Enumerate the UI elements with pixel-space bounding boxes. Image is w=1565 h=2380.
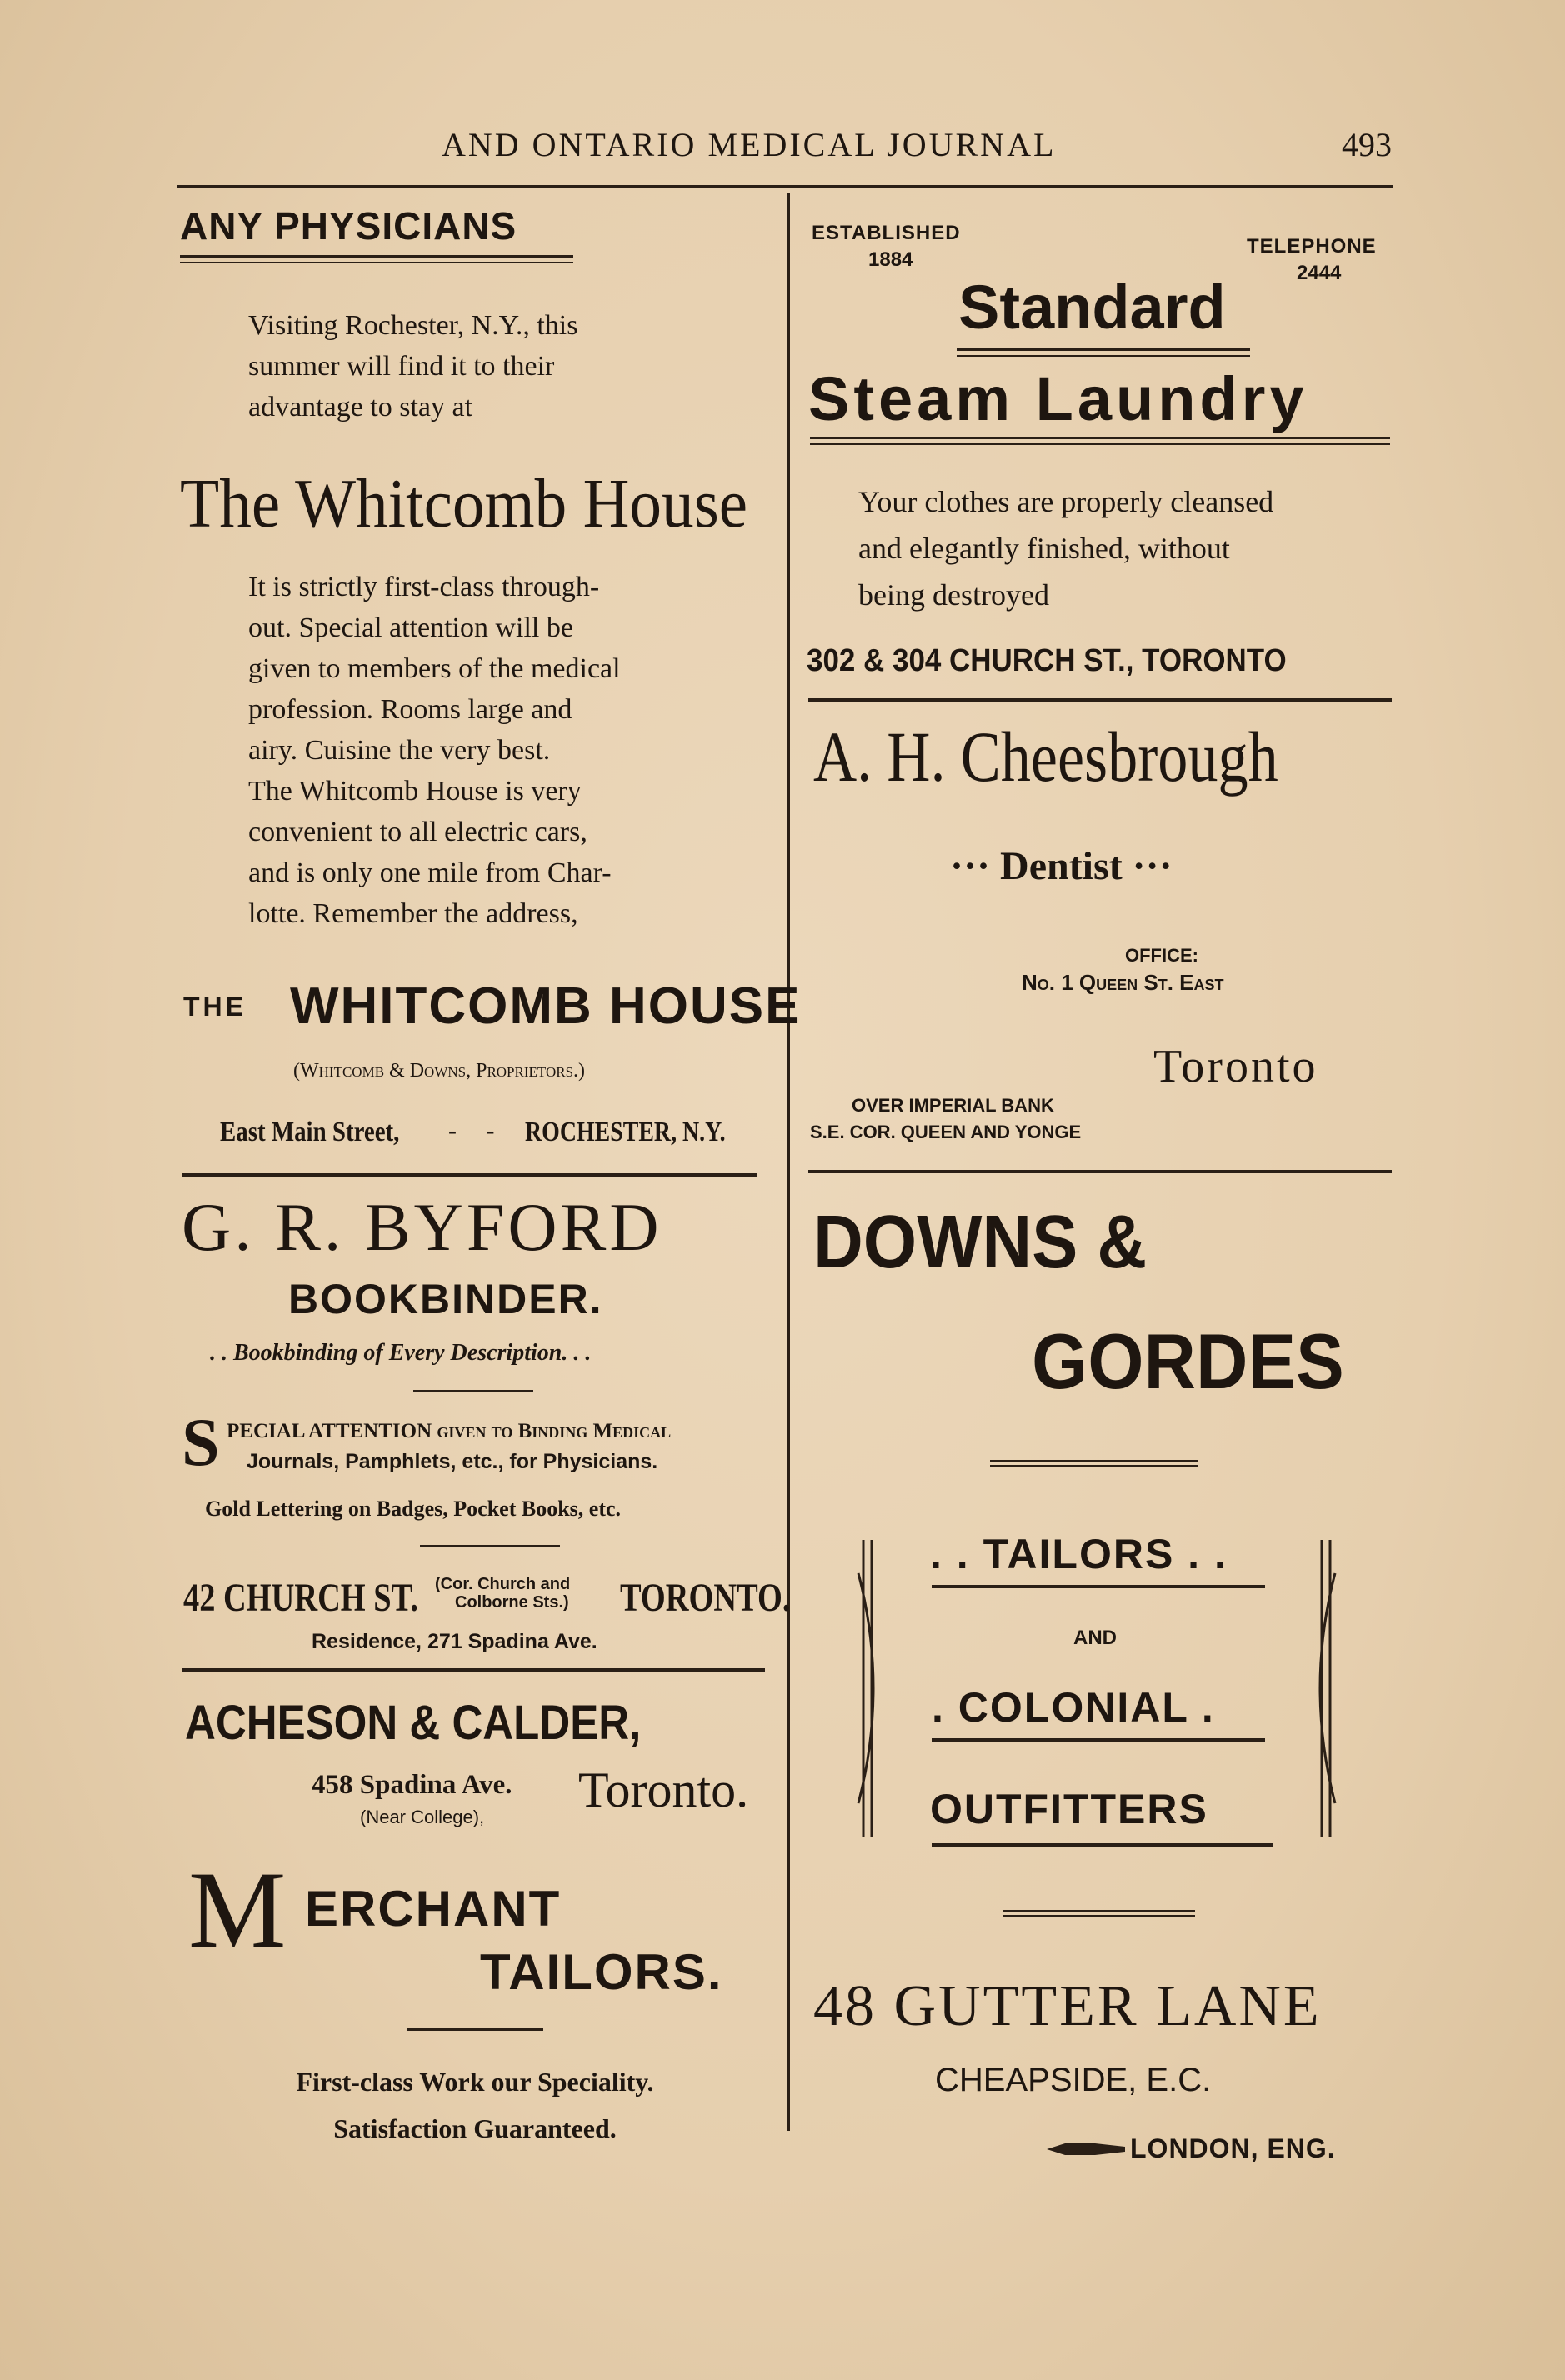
column-divider [787, 193, 790, 2131]
merchant-word: ERCHANT [305, 1881, 562, 1937]
byford-short-rule-2 [420, 1545, 560, 1548]
office-label: OFFICE: [1125, 945, 1198, 966]
tailors-word: TAILORS. [480, 1944, 723, 2000]
tailors-underline [932, 1585, 1265, 1588]
byford-corner-2: Colborne Sts.) [455, 1593, 569, 1612]
laundry-rule-2 [810, 437, 1390, 445]
colonial-label: . COLONIAL . [932, 1684, 1215, 1731]
proprietors: (Whitcomb & Downs, Proprietors.) [293, 1060, 586, 1082]
acheson-line-1: First-class Work our Speciality. [296, 2067, 654, 2097]
tailors-label: . . TAILORS . . [930, 1531, 1228, 1578]
divider-right-2 [808, 1170, 1392, 1173]
and-label: AND [1073, 1627, 1117, 1649]
cheesbrough-city: Toronto [1153, 1041, 1318, 1092]
downs-city: LONDON, ENG. [1130, 2133, 1336, 2163]
downs-rule-1 [990, 1460, 1198, 1467]
downs-rule-2 [1003, 1910, 1195, 1917]
the-label: THE [183, 992, 247, 1022]
acheson-near: (Near College), [360, 1807, 485, 1828]
header-rule [177, 185, 1393, 188]
telephone-label: TELEPHONE [1247, 235, 1377, 258]
outfitters-underline [932, 1843, 1273, 1847]
dentist-title: ··· Dentist ··· [950, 844, 1172, 888]
acheson-address: 458 Spadina Ave. [312, 1770, 512, 1800]
laundry-address: 302 & 304 CHURCH ST., TORONTO [807, 643, 1287, 678]
office-address: No. 1 Queen St. East [1022, 970, 1224, 995]
downs-name-2: GORDES [1032, 1318, 1344, 1405]
byford-tagline: . . Bookbinding of Every Description. . . [210, 1340, 592, 1366]
cheesbrough-name: A. H. Cheesbrough [813, 717, 1278, 797]
byford-trade: BOOKBINDER. [288, 1276, 603, 1322]
byford-residence: Residence, 271 Spadina Ave. [312, 1630, 598, 1653]
byford-city: TORONTO. [620, 1576, 791, 1620]
byford-corner-1: (Cor. Church and [435, 1575, 571, 1593]
right-bracket-ornament [1288, 1540, 1338, 1837]
acheson-name: ACHESON & CALDER, [185, 1696, 642, 1750]
outfitters-label: OUTFITTERS [930, 1786, 1208, 1832]
whitcomb-intro: Visiting Rochester, N.Y., this summer will find it to their advantage to stay at [248, 310, 578, 422]
heading-underline [180, 255, 573, 263]
special-initial: S [182, 1404, 220, 1480]
downs-name-1: DOWNS & [813, 1201, 1148, 1284]
established-label: ESTABLISHED [812, 222, 961, 244]
left-bracket-ornament [855, 1540, 905, 1837]
over-bank: OVER IMPERIAL BANK [852, 1095, 1054, 1116]
page-number: 493 [1342, 126, 1392, 163]
divider-left-1 [182, 1173, 757, 1177]
downs-area: CHEAPSIDE, E.C. [935, 2062, 1212, 2098]
byford-name: G. R. BYFORD [182, 1189, 662, 1265]
established-year: 1884 [868, 248, 913, 271]
colonial-underline [932, 1738, 1265, 1742]
downs-street: 48 GUTTER LANE [813, 1974, 1322, 2038]
acheson-city: Toronto. [578, 1762, 749, 1818]
whitcomb-body: It is strictly first-class through- out. Special attention will be given to members of the medical profession. Rooms large and airy. Cuisine the very best. The Whitcomb House is very convenient to all electric cars, and is only one mile from Char- lotte. Remember the address, [248, 572, 621, 929]
whitcomb-name-caps: WHITCOMB HOUSE [290, 978, 802, 1035]
pointing-hand-icon [1045, 2138, 1125, 2160]
merchant-initial: M [188, 1848, 287, 1971]
byford-street: 42 CHURCH ST. [183, 1576, 418, 1620]
divider-left-2 [182, 1668, 765, 1672]
acheson-short-rule [407, 2028, 543, 2031]
running-header: AND ONTARIO MEDICAL JOURNAL [442, 126, 1057, 163]
whitcomb-name: The Whitcomb House [180, 465, 748, 542]
whitcomb-city: ROCHESTER, N.Y. [525, 1117, 726, 1148]
telephone-number: 2444 [1297, 262, 1342, 284]
laundry-name-1: Standard [958, 272, 1226, 342]
special-line-1: PECIAL ATTENTION given to Binding Medical [227, 1420, 672, 1442]
byford-short-rule [413, 1390, 533, 1392]
special-line-2: Journals, Pamphlets, etc., for Physicians. [247, 1450, 658, 1473]
laundry-body: Your clothes are properly cleansed and elegantly finished, without being destroyed [858, 485, 1274, 612]
whitcomb-dashes: - - [448, 1117, 507, 1144]
laundry-name-2: Steam Laundry [808, 364, 1308, 433]
laundry-rule-1 [957, 348, 1250, 357]
whitcomb-street: East Main Street, [220, 1117, 400, 1148]
any-physicians-heading: ANY PHYSICIANS [180, 204, 518, 248]
divider-right-1 [808, 698, 1392, 702]
corner-address: S.E. COR. QUEEN AND YONGE [810, 1122, 1082, 1142]
acheson-line-2: Satisfaction Guaranteed. [333, 2113, 617, 2143]
gold-lettering: Gold Lettering on Badges, Pocket Books, etc. [205, 1497, 622, 1521]
